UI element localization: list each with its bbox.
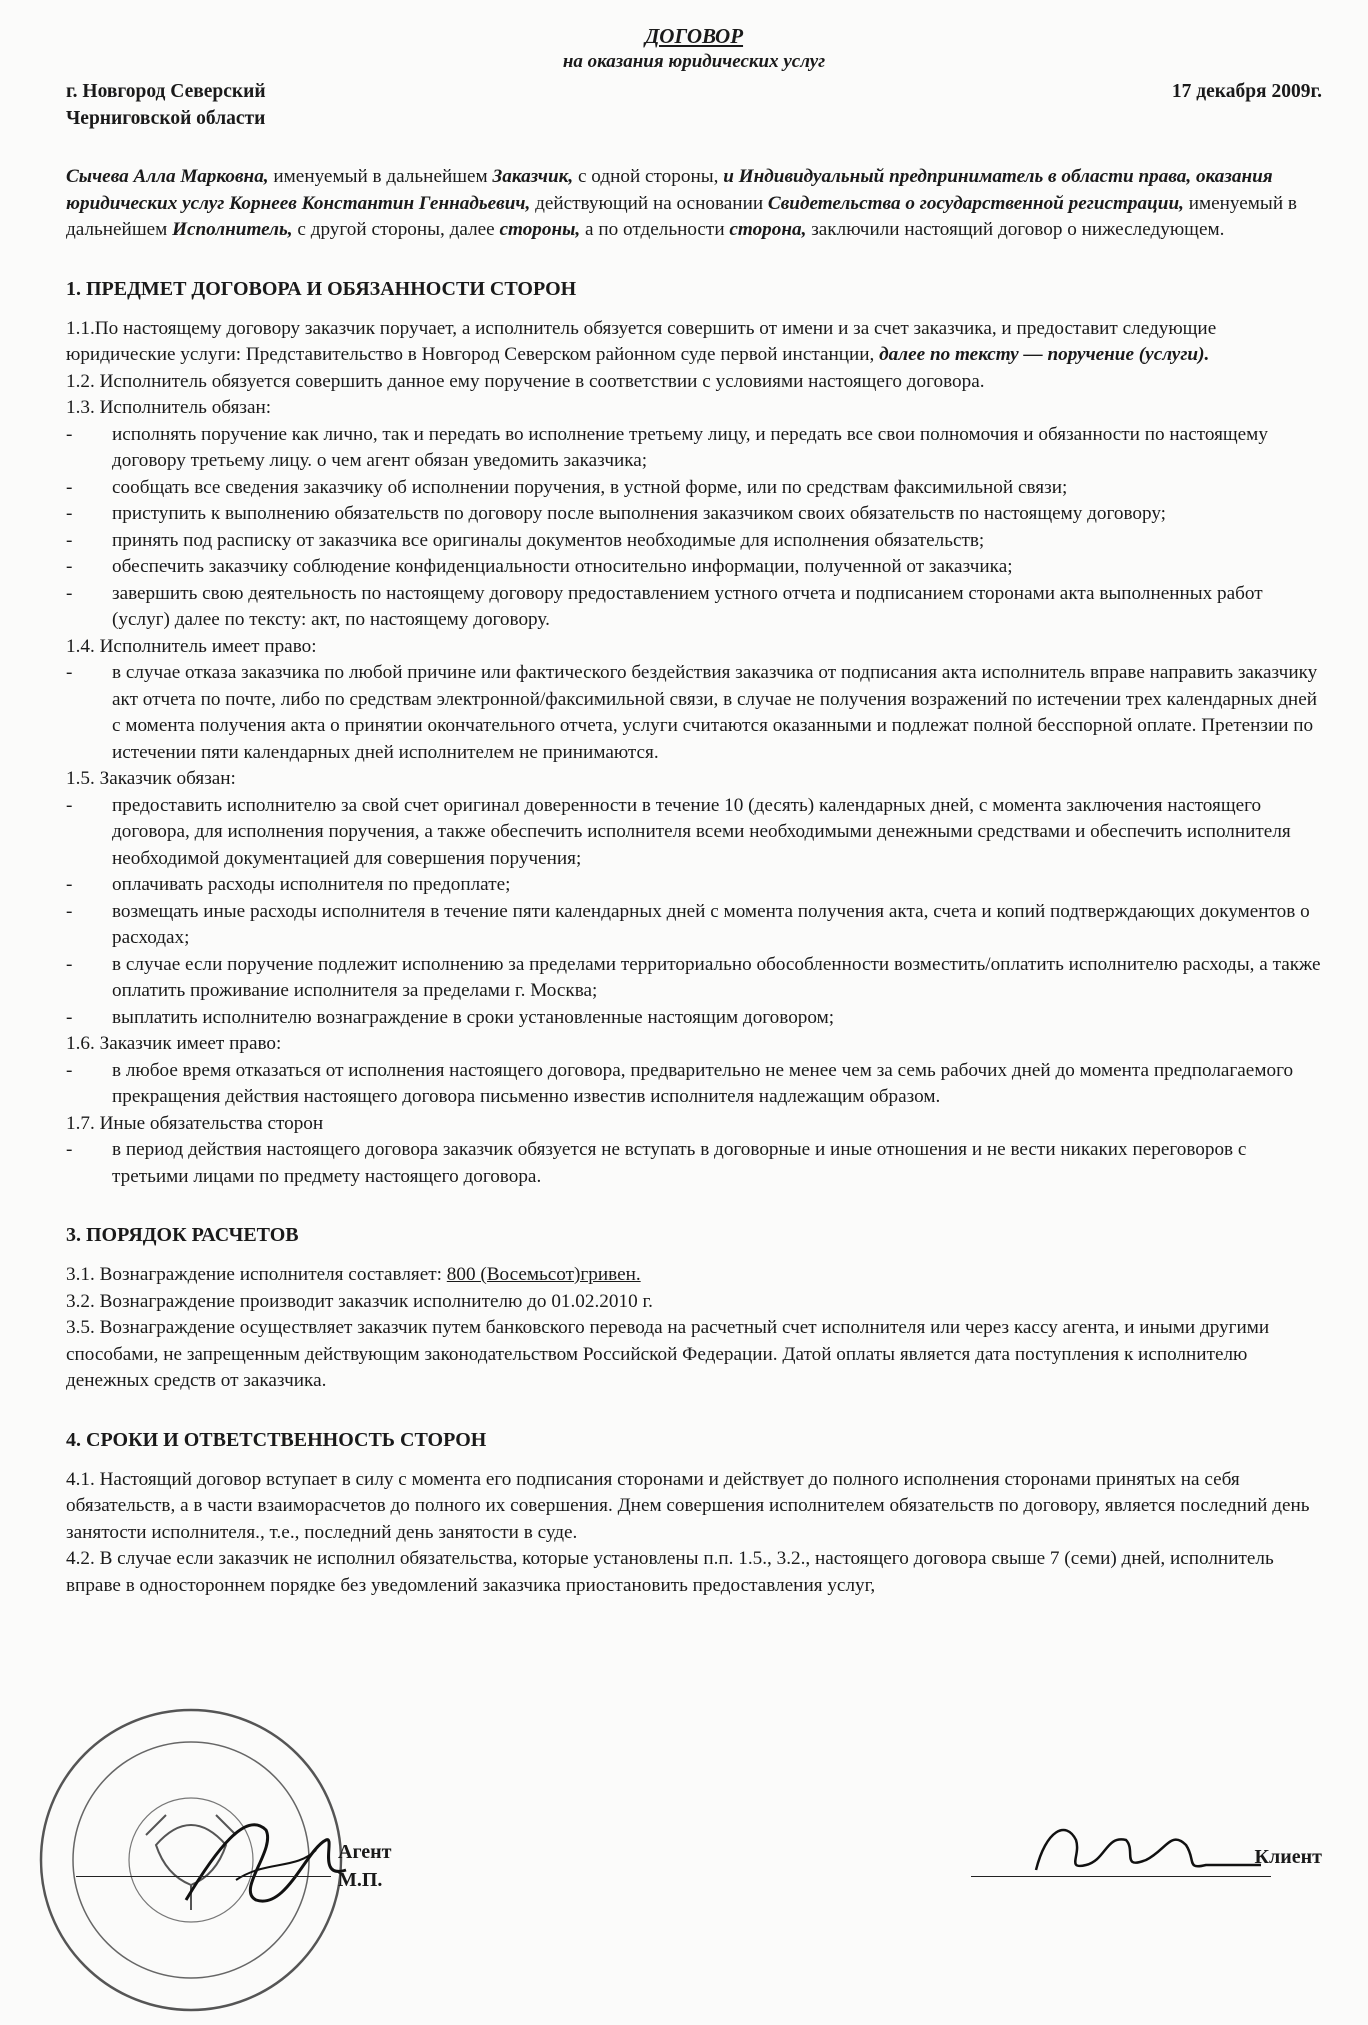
list-item (66, 793, 1322, 873)
bullet-dash: - (66, 900, 73, 922)
clause-1-3-list (66, 422, 1322, 634)
clause-3-1 (66, 1262, 1322, 1289)
intro-text: стороны, (499, 219, 581, 240)
intro-text: заключили настоящий договор о нижеследующем. (806, 219, 1225, 240)
contract-page (66, 22, 1322, 1599)
contract-date: 17 декабря 2009г. (1171, 81, 1322, 102)
list-item (66, 952, 1322, 1005)
bullet-dash: - (66, 1059, 73, 1081)
list-item-text: обеспечить заказчику соблюдение конфиденциальности относительно информации, полученной от заказчика; (112, 556, 1013, 577)
place-date-row (66, 78, 1322, 132)
section-3-heading: 3. ПОРЯДОК РАСЧЕТОВ (66, 1224, 299, 1246)
clause-1-5-list (66, 793, 1322, 1032)
list-item (66, 581, 1322, 634)
list-item (66, 554, 1322, 581)
contractor-name: и Индивидуальный предприниматель в области права, оказания юридических услуг Корнеев Константин Геннадьевич, (66, 166, 1273, 214)
list-item-text: исполнять поручение как лично, так и передать во исполнение третьему лицу, и передать все свои полномочия и обязанности по настоящему договору третьему лицу. о чем агент обязан уведомить заказчика; (112, 423, 1268, 471)
clause-1-5: 1.5. Заказчик обязан: (66, 768, 236, 789)
clause-3-5: 3.5. Вознаграждение осуществляет заказчик путем банковского перевода на расчетный счет исполнителя или через кассу агента, и иными другими способами, не запрещенным действующим законодательством Российской Федерации. Датой оплаты является дата поступления к исполнителю денежных средств от заказчика. (66, 1317, 1270, 1391)
list-item (66, 1137, 1322, 1190)
list-item (66, 1005, 1322, 1032)
list-item (66, 899, 1322, 952)
list-item (66, 528, 1322, 555)
intro-text: именуемый в дальнейшем (66, 192, 1297, 240)
agent-label (338, 1838, 392, 1894)
bullet-dash: - (66, 1006, 73, 1028)
document-title: ДОГОВОР (644, 24, 744, 48)
city-line-1: г. Новгород Северский (66, 81, 266, 102)
client-signature-line (971, 1876, 1271, 1877)
section-4-heading: 4. СРОКИ И ОТВЕТСТВЕННОСТЬ СТОРОН (66, 1428, 487, 1451)
list-item-text: сообщать все сведения заказчику об исполнении поручения, в устной форме, или по средствам факсимильной связи; (112, 476, 1068, 498)
list-item (66, 422, 1322, 475)
agent-text: Агент (338, 1841, 392, 1863)
clause-1-6: 1.6. Заказчик имеет право: (66, 1033, 282, 1054)
list-item-text: в случае отказа заказчика по любой причине или фактического бездействия заказчика от подписания акта исполнитель вправе направить заказчику акт отчета по почте, либо по средствам электронной/факсимильной связи, в случае не получения возражений по истечении трех календарных дней с момента получения акта о принятии окончательного отчета, услуги считаются оказанными и подлежат полной бесспорной оплате. Претензии по истечении пяти календарных дней исполнителем не принимаются. (112, 662, 1318, 763)
clause-text: далее по тексту — поручение (услуги). (879, 344, 1210, 365)
bullet-dash: - (66, 423, 73, 445)
bullet-dash: - (66, 953, 73, 975)
list-item-text: в период действия настоящего договора заказчик обязуется не вступать в договорные и иные отношения и не вести никаких переговоров с третьими лицами по предмету настоящего договора. (112, 1139, 1247, 1187)
clause-4-1: 4.1. Настоящий договор вступает в силу с момента его подписания сторонами и действует до полного исполнения сторонами принятых на себя обязательств, а в части взаиморасчетов до полного их совершения. Днем совершения исполнителем обязательств по договору, является последний день занятости исполнителя., т.е., последний день занятости в суде. (66, 1468, 1310, 1543)
list-item (66, 1058, 1322, 1111)
clause-1-4: 1.4. Исполнитель имеет право: (66, 635, 317, 657)
city-line-2: Черниговской области (66, 108, 266, 129)
bullet-dash: - (66, 1139, 73, 1160)
client-signature-icon (1026, 1810, 1266, 1890)
customer-name: Сычева Алла Марковна, (66, 166, 269, 187)
clause-3-2: 3.2. Вознаграждение производит заказчик исполнителю до 01.02.2010 г. (66, 1290, 653, 1312)
clause-text: 1.1.По настоящему договору заказчик поручает, а исполнитель обязуется совершить от имени и за счет заказчика, и предоставит следующие юридические услуги: Представительство в Новгород Северском районном суде первой инстанции, (66, 317, 1217, 365)
seal-place-text: М.П. (338, 1869, 383, 1891)
list-item (66, 660, 1322, 766)
list-item-text: завершить свою деятельность по настоящему договору предоставлением устного отчета и подписанием сторонами акта выполненных работ (услуг) далее по тексту: акт, по настоящему договору. (112, 582, 1263, 630)
clause-4-2: 4.2. В случае если заказчик не исполнил обязательства, которые установлены п.п. 1.5., 3.2., настоящего договора свыше 7 (семи) дней, исполнитель вправе в одностороннем порядке без уведомлений заказчика приостановить предоставления услуг, (66, 1548, 1274, 1596)
intro-text: Свидетельства о государственной регистрации, (767, 192, 1184, 214)
clause-1-7: 1.7. Иные обязательства сторон (66, 1112, 324, 1134)
list-item (66, 501, 1322, 528)
list-item-text: возмещать иные расходы исполнителя в течение пяти календарных дней с момента получения акта, счета и копий подтверждающих документов о расходах; (112, 900, 1310, 948)
clause-1-6-list (66, 1058, 1322, 1111)
intro-text: действующий на основании (530, 192, 768, 214)
place (66, 78, 266, 132)
agent-signature-line (76, 1876, 331, 1877)
clause-1-7-list (66, 1137, 1322, 1190)
clause-text: 3.1. Вознаграждение исполнителя составляет: (66, 1264, 447, 1285)
clause-1-2: 1.2. Исполнитель обязуется совершить данное ему поручение в соответствии с условиями настоящего договора. (66, 370, 985, 392)
list-item (66, 475, 1322, 502)
list-item-text: принять под расписку от заказчика все оригиналы документов необходимые для исполнения обязательств; (112, 529, 985, 551)
list-item-text: предоставить исполнителю за свой счет оригинал доверенности в течение 10 (десять) календарных дней, с момента заключения настоящего договора, для исполнения поручения, а также обеспечить исполнителя всеми необходимыми денежными средствами и обеспечить исполнителя необходимой документацией для совершения поручения; (112, 794, 1291, 869)
intro-paragraph (66, 164, 1322, 244)
intro-text: а по отдельности (580, 219, 730, 240)
intro-text: с одной стороны, (573, 166, 724, 187)
bullet-dash: - (66, 503, 73, 524)
intro-text: Заказчик, (492, 166, 574, 187)
bullet-dash: - (66, 556, 73, 577)
intro-text: с другой стороны, далее (292, 219, 500, 240)
clause-1-1 (66, 316, 1322, 369)
client-label: Клиент (1254, 1846, 1322, 1868)
bullet-dash: - (66, 794, 73, 816)
intro-text: Исполнитель, (172, 219, 293, 240)
clause-1-4-list (66, 660, 1322, 766)
bullet-dash: - (66, 476, 73, 498)
list-item-text: приступить к выполнению обязательств по договору после выполнения заказчиком своих обязательств по настоящему договору; (112, 503, 1167, 524)
list-item (66, 872, 1322, 899)
list-item-text: в любое время отказаться от исполнения настоящего договора, предварительно не менее чем за семь рабочих дней до момента предполагаемого прекращения действия настоящего договора письменно известив исполнителя надлежащим образом. (112, 1059, 1294, 1107)
list-item-text: в случае если поручение подлежит исполнению за пределами территориально обособленности возместить/оплатить исполнителю расходы, а также оплатить проживание исполнителя за пределами г. Москва; (112, 953, 1321, 1001)
signature-area (66, 1790, 1322, 1930)
fee-amount: 800 (Восемьсот)гривен. (446, 1264, 641, 1285)
intro-text: сторона, (729, 219, 807, 240)
bullet-dash: - (66, 874, 73, 895)
bullet-dash: - (66, 582, 73, 604)
section-1-heading: 1. ПРЕДМЕТ ДОГОВОРА И ОБЯЗАННОСТИ СТОРОН (66, 277, 577, 300)
list-item-text: оплачивать расходы исполнителя по предоплате; (112, 874, 511, 895)
clause-1-3: 1.3. Исполнитель обязан: (66, 397, 272, 418)
intro-text: именуемый в дальнейшем (268, 166, 493, 187)
document-subtitle: на оказания юридических услуг (562, 51, 826, 72)
list-item-text: выплатить исполнителю вознаграждение в сроки установленные настоящим договором; (112, 1006, 835, 1028)
bullet-dash: - (66, 662, 73, 683)
bullet-dash: - (66, 529, 73, 551)
